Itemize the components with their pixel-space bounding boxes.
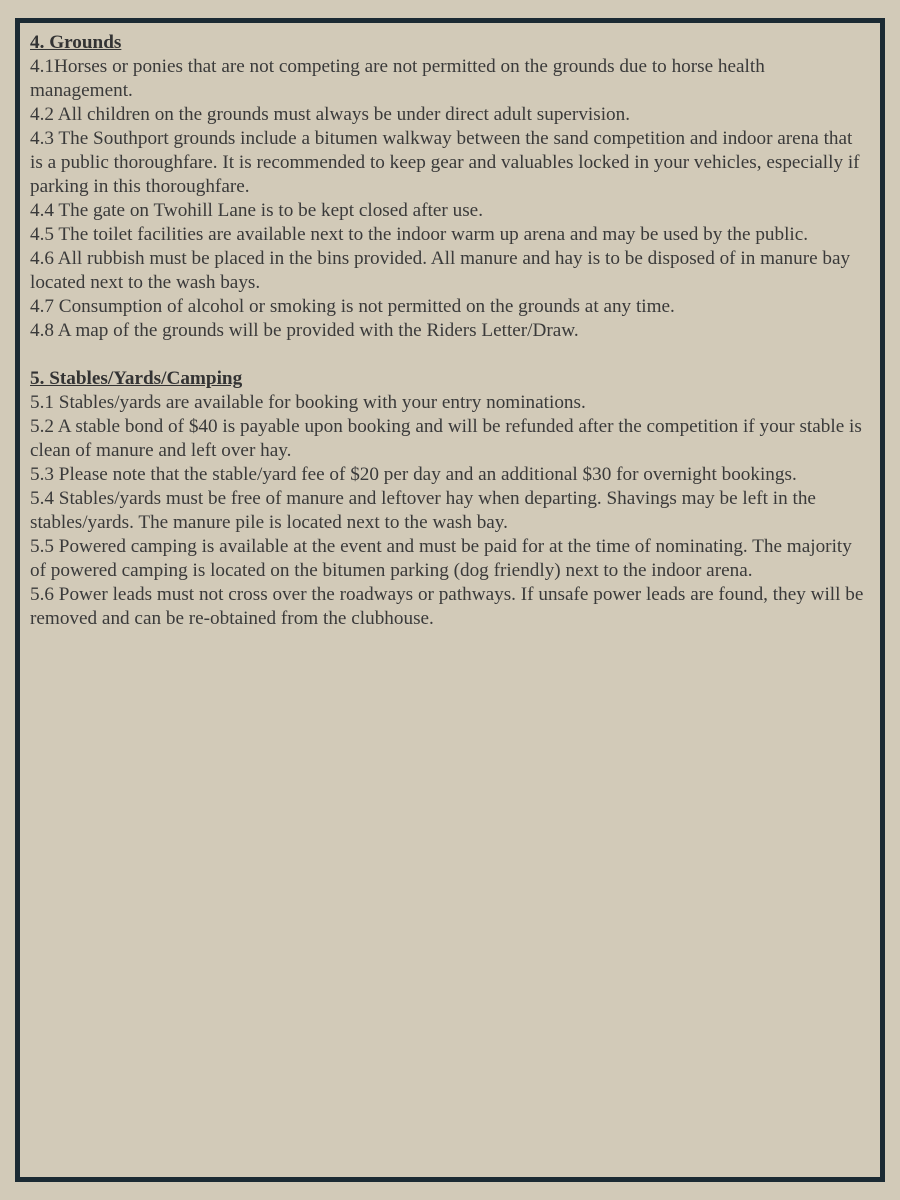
section-stables-yards-camping <box>30 367 868 631</box>
section-heading: 5. Stables/Yards/Camping <box>30 368 243 389</box>
rule-item: 5.1 Stables/yards are available for booking with your entry nominations. <box>30 392 586 413</box>
rule-item: 4.8 A map of the grounds will be provided with the Riders Letter/Draw. <box>30 320 579 341</box>
page-frame <box>15 18 885 1182</box>
rule-item: 4.5 The toilet facilities are available next to the indoor warm up arena and may be used by the public. <box>30 224 809 245</box>
section-heading: 4. Grounds <box>30 32 122 53</box>
rule-item: 4.2 All children on the grounds must always be under direct adult supervision. <box>30 104 631 125</box>
rule-item: 4.3 The Southport grounds include a bitumen walkway between the sand competition and indoor arena that is a public thoroughfare. It is recommended to keep gear and valuables locked in your vehicles, especially if parking in this thoroughfare. <box>30 128 860 197</box>
rule-item: 4.6 All rubbish must be placed in the bins provided. All manure and hay is to be disposed of in manure bay located next to the wash bays. <box>30 248 851 293</box>
document-body <box>30 31 868 631</box>
section-grounds <box>30 31 868 343</box>
rule-item: 5.3 Please note that the stable/yard fee of $20 per day and an additional $30 for overnight bookings. <box>30 464 797 485</box>
rule-item: 5.5 Powered camping is available at the event and must be paid for at the time of nominating. The majority of powered camping is located on the bitumen parking (dog friendly) next to the indoor arena. <box>30 536 852 581</box>
rule-item: 5.2 A stable bond of $40 is payable upon booking and will be refunded after the competition if your stable is clean of manure and left over hay. <box>30 416 862 461</box>
rule-item: 4.1Horses or ponies that are not competing are not permitted on the grounds due to horse health management. <box>30 56 765 101</box>
rule-item: 5.4 Stables/yards must be free of manure and leftover hay when departing. Shavings may be left in the stables/yards. The manure pile is located next to the wash bay. <box>30 488 816 533</box>
rule-item: 4.7 Consumption of alcohol or smoking is not permitted on the grounds at any time. <box>30 296 675 317</box>
rule-item: 5.6 Power leads must not cross over the roadways or pathways. If unsafe power leads are found, they will be removed and can be re-obtained from the clubhouse. <box>30 584 864 629</box>
rule-item: 4.4 The gate on Twohill Lane is to be kept closed after use. <box>30 200 483 221</box>
